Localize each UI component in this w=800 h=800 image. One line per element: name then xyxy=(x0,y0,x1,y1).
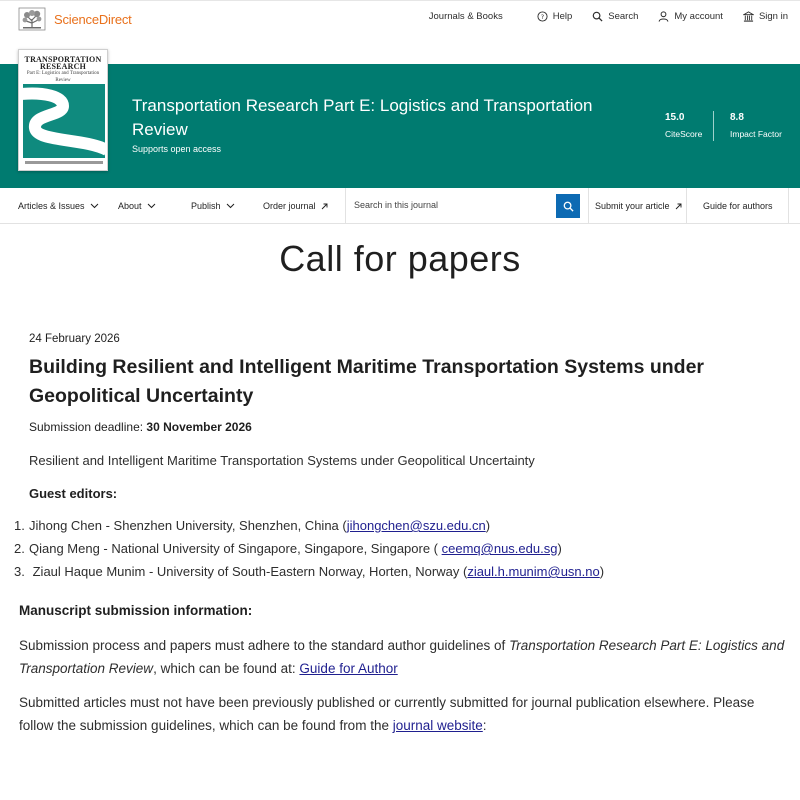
list-number: 2. xyxy=(14,541,25,556)
page-title: Call for papers xyxy=(279,238,521,279)
impact-factor-label: Impact Factor xyxy=(730,129,782,139)
about-label: About xyxy=(118,201,142,211)
impact-factor-metric[interactable] xyxy=(730,112,782,139)
deadline-value: 30 November 2026 xyxy=(146,420,252,434)
articles-issues-menu[interactable] xyxy=(18,201,99,211)
chevron-down-icon xyxy=(147,203,156,209)
my-account-label: My account xyxy=(674,11,723,22)
submit-article-link[interactable] xyxy=(595,201,682,211)
cover-footer-strip xyxy=(25,161,103,164)
guide-for-authors-link[interactable] xyxy=(703,201,773,211)
brand-name: ScienceDirect xyxy=(54,11,132,27)
citescore-value: 15.0 xyxy=(665,112,685,123)
search-link[interactable] xyxy=(592,11,638,22)
editor-name: Ziaul Haque Munim - University of South-Eastern Norway, Horten, Norway ( xyxy=(29,564,468,579)
citescore-metric[interactable] xyxy=(665,112,702,139)
open-access-label: Supports open access xyxy=(132,144,222,154)
editor-entry xyxy=(29,541,562,556)
editor-entry xyxy=(29,518,490,533)
para2-text: Submitted articles must not have been previously published or currently submitted for journal publication elsewhere. Please follow the submission guidelines, which can be found from the xyxy=(19,695,755,733)
chevron-down-icon xyxy=(90,203,99,209)
sign-in-label: Sign in xyxy=(758,11,788,22)
journal-navigation xyxy=(0,188,800,224)
manuscript-submission-heading: Manuscript submission information: xyxy=(19,603,253,618)
top-navigation xyxy=(409,11,788,22)
para2-end: : xyxy=(482,718,487,733)
cover-line-1: TRANSPORTATION xyxy=(24,55,102,64)
editor-name: Qiang Meng - National University of Singapore, Singapore, Singapore ( xyxy=(29,541,442,556)
publication-date: 24 February 2026 xyxy=(29,333,120,345)
deadline-label: Submission deadline: xyxy=(29,420,144,434)
para1-text-mid: , which can be found at: xyxy=(153,661,300,676)
publish-menu[interactable] xyxy=(191,201,235,211)
cover-road-illustration xyxy=(23,84,105,158)
journal-website-link[interactable]: journal website xyxy=(392,718,483,733)
journals-books-label: Journals & Books xyxy=(428,11,503,22)
institution-icon xyxy=(743,11,754,22)
editor-entry xyxy=(29,564,604,579)
nav-divider xyxy=(588,188,589,224)
nav-divider xyxy=(788,188,789,224)
search-icon xyxy=(563,201,574,212)
about-menu[interactable] xyxy=(118,201,156,211)
journal-search-box xyxy=(345,188,581,224)
cover-header xyxy=(19,50,107,84)
nav-divider xyxy=(686,188,687,224)
top-bar xyxy=(0,0,800,36)
journal-title[interactable]: Transportation Research Part E: Logistics and Transportation Review xyxy=(132,96,593,139)
cover-line-2: RESEARCH xyxy=(39,62,87,71)
guide-for-authors-label: Guide for authors xyxy=(703,201,773,211)
journal-search-button[interactable] xyxy=(556,194,580,218)
cover-line-3: Part E: Logistics and Transportation Review xyxy=(26,71,100,83)
order-journal-label: Order journal xyxy=(263,201,316,211)
guidelines-paragraph xyxy=(19,691,789,737)
my-account-link[interactable] xyxy=(658,11,723,22)
editor-close: ) xyxy=(599,564,605,579)
help-link[interactable] xyxy=(537,11,573,22)
list-number: 1. xyxy=(14,518,25,533)
editor-name: Jihong Chen - Shenzhen University, Shenzhen, China ( xyxy=(29,518,347,533)
call-title: Building Resilient and Intelligent Maritime Transportation Systems under Geopolitical Uncertainty xyxy=(29,356,705,407)
citescore-label: CiteScore xyxy=(665,129,703,139)
elsevier-tree-icon xyxy=(18,7,46,31)
journals-books-link[interactable] xyxy=(429,11,503,22)
help-icon xyxy=(537,11,548,22)
user-icon xyxy=(658,11,669,22)
journal-cover-image[interactable] xyxy=(18,49,108,171)
editor-email-link[interactable]: jihongchen@szu.edu.cn xyxy=(346,518,486,533)
submit-article-label: Submit your article xyxy=(595,201,670,211)
order-journal-link[interactable] xyxy=(263,201,328,211)
journal-search-input[interactable] xyxy=(354,200,544,210)
guest-editors-heading: Guest editors: xyxy=(29,486,118,501)
metric-divider xyxy=(713,111,714,141)
editor-close: ) xyxy=(485,518,491,533)
publish-label: Publish xyxy=(191,201,221,211)
guide-for-author-link[interactable]: Guide for Author xyxy=(299,661,398,676)
help-label: Help xyxy=(552,11,573,22)
editor-email-link[interactable]: ceemq@nus.edu.sg xyxy=(441,541,558,556)
call-subtitle: Resilient and Intelligent Maritime Transportation Systems under Geopolitical Uncertainty xyxy=(29,453,535,468)
sign-in-link[interactable] xyxy=(743,11,788,22)
sciencedirect-logo[interactable] xyxy=(18,7,132,31)
impact-factor-value: 8.8 xyxy=(730,112,744,123)
external-link-icon xyxy=(321,203,328,210)
svg-text:?: ? xyxy=(540,12,544,21)
submission-deadline xyxy=(29,420,252,434)
para1-text: Submission process and papers must adhere to the standard author guidelines of xyxy=(19,638,510,653)
editor-close: ) xyxy=(557,541,562,556)
articles-issues-label: Articles & Issues xyxy=(18,201,85,211)
search-icon xyxy=(592,11,603,22)
editor-email-link[interactable]: ziaul.h.munim@usn.no xyxy=(467,564,600,579)
external-link-icon xyxy=(675,203,682,210)
submission-paragraph xyxy=(19,634,789,680)
chevron-down-icon xyxy=(226,203,235,209)
search-label: Search xyxy=(608,11,639,22)
list-number: 3. xyxy=(14,564,25,579)
journal-name-italic: Transportation Research Part E: Logistics and Transportation Review xyxy=(19,638,785,676)
